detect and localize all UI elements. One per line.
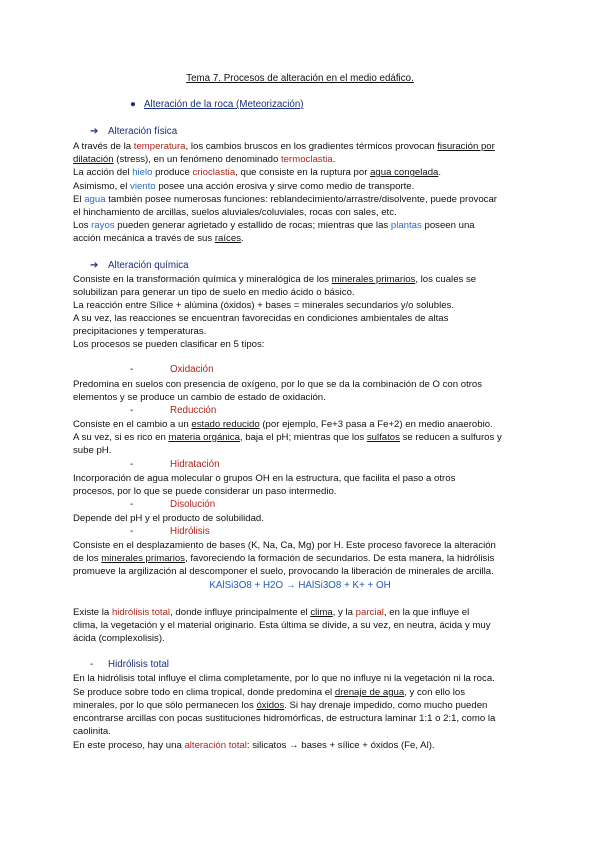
- paragraph-line: En este proceso, hay una alteración total: silicatos → bases + sílice + óxidos (Fe, Al).: [73, 740, 435, 751]
- fisica-heading: ➔ Alteración física: [90, 126, 178, 137]
- paragraph-line: Existe la hidrólisis total, donde influye principalmente el clima, y la parcial, en la que influye el: [73, 607, 470, 618]
- oxidacion-heading: - Oxidación: [130, 364, 214, 375]
- paragraph-line: Incorporación de agua molecular o grupos OH en la estructura, que facilita el paso a otros: [73, 473, 456, 484]
- disolucion-heading: - Disolución: [130, 499, 216, 510]
- bullet-icon: ●: [130, 99, 136, 110]
- paragraph-line: A través de la temperatura, los cambios bruscos en los gradientes térmicos provocan fisuración por: [73, 141, 495, 152]
- section-heading: ● Alteración de la roca (Meteorización): [130, 99, 304, 110]
- paragraph-line: clima, la vegetación y el material originario. Esta última se divide, a su vez, en neutra, ácida y muy: [73, 620, 491, 631]
- arrow-icon: ➔: [90, 260, 99, 271]
- paragraph-line: A su vez, las reacciones se encuentran favorecidas en condiciones ambientales de altas: [73, 313, 449, 324]
- paragraph-line: promueve la argilización al descomponer el suelo, provocando la liberación de minerales de arcilla.: [73, 566, 494, 577]
- paragraph-line: solubilizan para generar un tipo de suelo en medio ácido o básico.: [73, 287, 355, 298]
- paragraph-line: La reacción entre Sílice + alúmina (óxidos) + bases = minerales secundarios y/o solubles.: [73, 300, 455, 311]
- paragraph-line: de los minerales primarios, favoreciendo la formación de secundarios. De esta manera, la hidrólisis: [73, 553, 495, 564]
- paragraph-line: elementos y se produce un cambio de estado de oxidación.: [73, 392, 326, 403]
- arrow-icon: ➔: [90, 126, 99, 137]
- paragraph-line: caolinita.: [73, 726, 111, 737]
- paragraph-line: En la hidrólisis total influye el clima completamente, por lo que no influye ni la vegetación ni la roca.: [73, 673, 495, 684]
- paragraph-line: Predomina en suelos con presencia de oxígeno, por lo que se da la combinación de O con otros: [73, 379, 483, 390]
- paragraph-line: dilatación (stress), en un fenómeno denominado termoclastia.: [73, 154, 336, 165]
- paragraph-line: Los procesos se pueden clasificar en 5 tipos:: [73, 339, 265, 350]
- paragraph-line: Los rayos pueden generar agrietado y estallido de rocas; mientras que las plantas poseen una: [73, 220, 475, 231]
- hidratacion-heading: - Hidratación: [130, 459, 220, 470]
- paragraph-line: precipitaciones y temperaturas.: [73, 326, 207, 337]
- paragraph-line: Depende del pH y el producto de solubilidad.: [73, 513, 264, 524]
- paragraph-line: Consiste en el cambio a un estado reducido (por ejemplo, Fe+3 pasa a Fe+2) en medio anaerobio.: [73, 419, 493, 430]
- paragraph-line: A su vez, si es rico en materia orgánica, baja el pH; mientras que los sulfatos se reducen a sulfuros y: [73, 432, 502, 443]
- paragraph-line: Consiste en la transformación química y mineralógica de los minerales primarios, los cuales se: [73, 274, 477, 285]
- quimica-heading: ➔ Alteración química: [90, 260, 189, 271]
- paragraph-line: Se produce sobre todo en clima tropical, donde predomina el drenaje de agua, y con ello los: [73, 687, 466, 698]
- paragraph-line: el hinchamiento de arcillas, suelos aluviales/coluviales, rocas con sales, etc.: [73, 207, 397, 218]
- reduccion-heading: - Reducción: [130, 405, 217, 416]
- paragraph-line: sube pH.: [73, 445, 112, 456]
- paragraph-line: Asimismo, el viento posee una acción erosiva y sirve como medio de transporte.: [73, 181, 415, 192]
- paragraph-line: encontrarse arcillas con pocas sustituciones hidromórficas, de estructura laminar 1:1 o 2:1, como la: [73, 713, 496, 724]
- paragraph-line: El agua también posee numerosas funciones: reblandecimiento/arrastre/disolvente, puede provocar: [73, 194, 497, 205]
- paragraph-line: Consiste en el desplazamiento de bases (K, Na, Ca, Mg) por H. Este proceso favorece la alteración: [73, 540, 496, 551]
- paragraph-line: procesos, por lo que se puede considerar un paso intermedio.: [73, 486, 337, 497]
- hidrolisis-heading: - Hidrólisis: [130, 526, 210, 537]
- paragraph-line: minerales, por lo que sólo permanecen los óxidos. Si hay drenaje impedido, como mucho pueden: [73, 700, 488, 711]
- paragraph-line: ácida (complexolisis).: [73, 633, 165, 644]
- chemical-formula: KAlSi3O8 + H2O → HAlSi3O8 + K+ + OH: [209, 580, 391, 591]
- total-heading: - Hidrólisis total: [90, 659, 169, 670]
- paragraph-line: acción mecánica a través de sus raíces.: [73, 233, 244, 244]
- paragraph-line: La acción del hielo produce crioclastia, que consiste en la ruptura por agua congelada.: [73, 167, 442, 178]
- page-title: Tema 7. Procesos de alteración en el medio edáfico.: [186, 73, 414, 84]
